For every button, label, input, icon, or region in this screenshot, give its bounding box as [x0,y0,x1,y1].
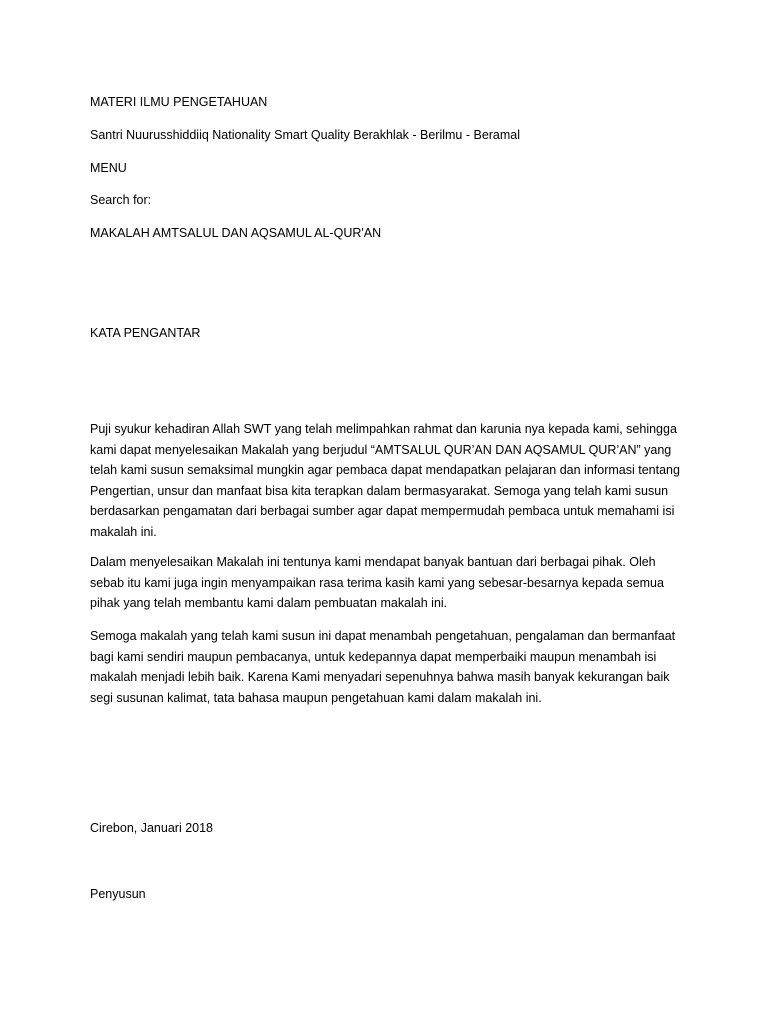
site-title[interactable]: MATERI ILMU PENGETAHUAN [90,95,268,109]
search-label: Search for: [90,193,152,207]
paragraph-3: Semoga makalah yang telah kami susun ini dapat menambah pengetahuan, pengalaman dan bermanfaat bagi kami sendiri maupun pembacanya, untuk kedepannya dapat memperbaiki maupun menambah isi makalah menjadi lebih baik. Karena Kami menyadari sepenuhnya bahwa masih banyak kekurangan baik segi susunan kalimat, tata bahasa maupun pengetahuan kami dalam makalah ini. [90,629,676,705]
menu-link[interactable]: MENU [90,161,127,175]
place-date: Cirebon, Januari 2018 [90,821,213,835]
paragraph-2: Dalam menyelesaikan Makalah ini tentunya kami mendapat banyak bantuan dari berbagai pihak. Oleh sebab itu kami juga ingin menyampaikan rasa terima kasih kami yang sebesar-besarnya kepada semua pihak yang telah membantu kami dalam pembuatan makalah ini. [90,555,664,610]
section-heading: KATA PENGANTAR [90,326,201,340]
signature-label: Penyusun [90,887,146,901]
article-title: MAKALAH AMTSALUL DAN AQSAMUL AL-QUR'AN [90,226,382,240]
paragraph-1: Puji syukur kehadiran Allah SWT yang telah melimpahkan rahmat dan karunia nya kepada kami, sehingga kami dapat menyelesaikan Makalah yang berjudul “AMTSALUL QUR’AN DAN AQSAMUL QUR’AN” yang telah kami susun semaksimal mungkin agar pembaca dapat mendapatkan pelajaran dan informasi tentang Pengertian, unsur dan manfaat bisa kita terapkan dalam bermasyarakat. Semoga yang telah kami susun berdasarkan pengamatan dari berbagai sumber agar dapat mempermudah pembaca untuk memahami isi makalah ini. [90,422,680,539]
site-tagline: Santri Nuurusshiddiiq Nationality Smart Quality Berakhlak - Berilmu - Beramal [90,128,521,142]
